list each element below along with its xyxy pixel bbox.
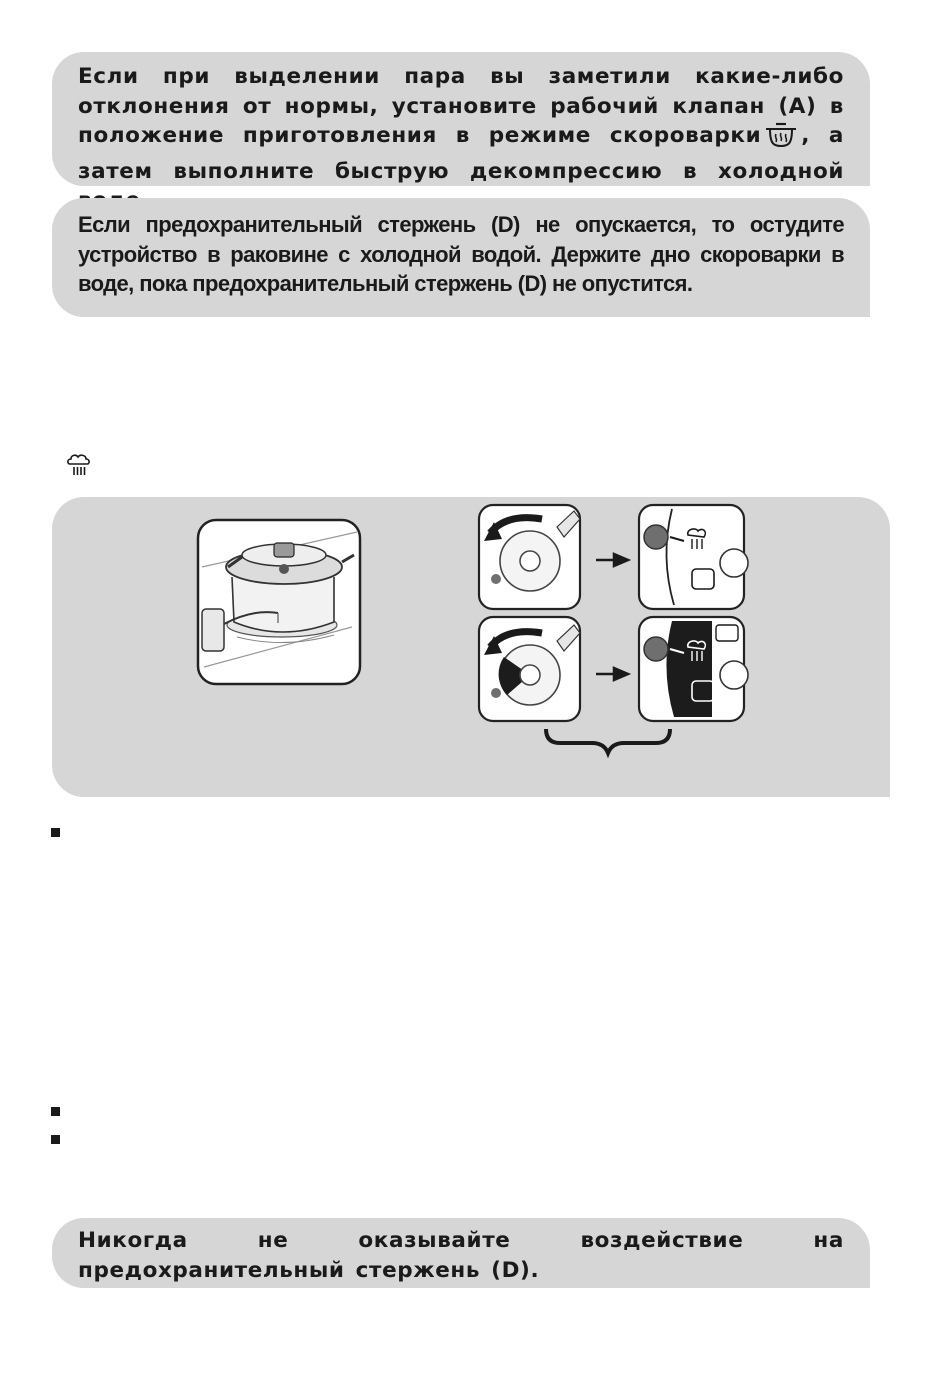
arrow-right-icon [596, 668, 628, 680]
dial-turn-step-2 [479, 617, 580, 721]
warning-box-safety-rod [52, 198, 870, 317]
pressure-cooking-mode-icon [765, 122, 797, 157]
dial-turn-step-1 [479, 505, 580, 609]
warning-box-abnormal-steam [52, 52, 870, 186]
cooker-under-tap-illustration [198, 520, 360, 684]
warning-text-safety-rod: Если предохранительный стержень (D) не опускается, то остудите устройство в раковине с холодной водой. Держите дно скороварки в воде, пока предохранительный стержень (D) не опустится. [78, 212, 844, 296]
arrow-right-icon [596, 554, 628, 566]
warning-text-abnormal-steam: Если при выделении пара вы заметили какие-либо отклонения от нормы, установите рабочий клапан (А) в положение приготовления в режиме скороварки , а затем выполните быструю декомпрессию в холодной [78, 64, 844, 184]
bullet-marker [51, 1135, 60, 1144]
steam-release-icon [66, 453, 92, 481]
curly-brace-icon [546, 729, 670, 753]
warning-box-never-touch [52, 1218, 870, 1288]
bullet-marker [51, 828, 60, 837]
dial-zoom-step-1 [639, 505, 748, 609]
illustration-panel [52, 497, 890, 797]
warning-text-never-touch: Никогда не оказывайте воздействие на предохранительный стержень (D). [78, 1228, 844, 1283]
dial-zoom-step-2 [639, 617, 748, 721]
bullet-marker [51, 1107, 60, 1116]
